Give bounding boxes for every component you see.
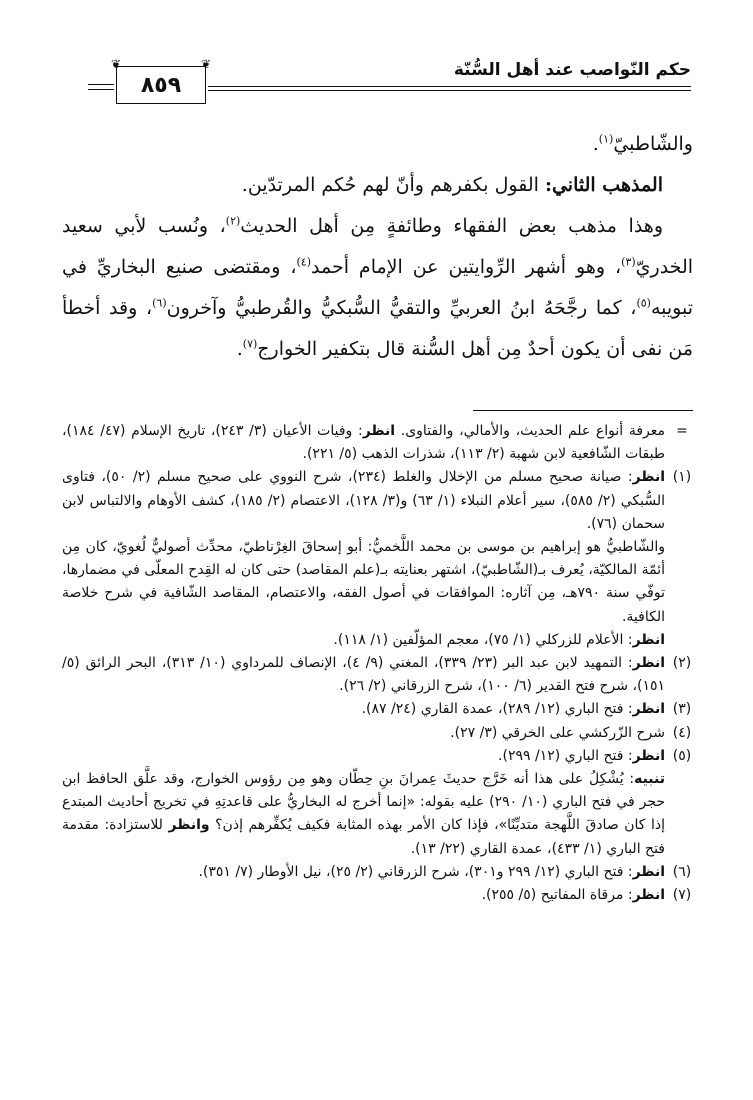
footnote-7: (٧) انظر: مرقاة المفاتيح (٥/ ٢٥٥). [481, 887, 692, 904]
footnote-ref: (٤) [296, 255, 311, 269]
footnote-ref: (٣) [621, 255, 636, 269]
footnote-continued: = معرفة أنواع علم الحديث، والأمالي، والفتاوى. انظر: وفيات الأعيان (٣/ ٢٤٣)، تاريخ الإسلام (٤٧/ ١٨٤)، طبقات الشّافعية لابن شهبة (٢/ ١١٣)، شذرات الذهب (٥/ ٢٢١). [62, 423, 688, 463]
header-rule [208, 90, 691, 91]
footnote-ref: (٢) [225, 214, 241, 228]
page-number: ٨٥٩ [140, 72, 182, 98]
header-rule [88, 84, 114, 85]
paragraph: المذهب الثاني: القول بكفرهم وأنّ لهم حُكم المرتدّين. [241, 174, 663, 196]
ornament-icon: ❦ [200, 57, 211, 71]
section-label: المذهب الثاني: [544, 174, 663, 196]
footnote-ref: (١) [598, 132, 614, 146]
footnote-4: (٤) شرح الزّركشي على الخرقي (٣/ ٢٧). [450, 724, 692, 741]
footnote-separator [473, 410, 693, 411]
footnote-ref: (٦) [152, 296, 167, 310]
footnote-3: (٣) انظر: فتح الباري (١٢/ ٢٨٩)، عمدة القاري (٢٤/ ٨٧). [361, 701, 692, 718]
header-rule [208, 86, 691, 87]
footnote-1-note: والشّاطبيُّ هو إبراهيم بن موسى بن محمد اللَّخميُّ: أبو إسحاقَ الغِرْناطيّ، محدِّث أصوليٌّ لُغويّ، كان مِن أئمّة المالكيّة، يُعرف بـ(الشّاطبيّ)، اشتهر بعنايته بـ(علم المقاصد) حتى كان له القِدح المعلّى في مضمارها، توفّي سنة ٧٩٠هـ، مِن آثاره: الموافقات في أصول الفقه، والاعتصام، المقاصد الشّافية في شرح خلاصة الكافية. [62, 539, 665, 625]
running-title: حكم النّواصب عند أهل السُّنّة [453, 60, 691, 80]
paragraph: والشّاطبيّ$^{(١)}$. [592, 132, 693, 155]
footnote-5-note: تنبيه: يُشْكِلُ على هذا أنه خَرَّج حديثَ عِمرانَ بنِ حِطّان وهو مِن رؤوس الخوارج، وقد علَّق الحافظ ابن حجر في فتح الباري (١٠/ ٢٩٠) عليه بقوله: «إنما أخرج له البخاريُّ على قاعدتِهِ في تخريج أحاديث المبتدع إذا كان صادقَ اللَّهجة متديِّنًا»، فإذا كان الأمر بهذه المثابة فكيف يُكفِّرهم إذن؟ وانظر للاستزادة: مقدمة فتح الباري (١/ ٤٣٣)، عمدة القاري (٢٢/ ١٣). [62, 771, 666, 857]
footnote-1: (١) انظر: صيانة صحيح مسلم من الإخلال والغلط (٢٣٤)، شرح النووي على صحيح مسلم (٢/ ٥٠)، فتاوى السُّبكي (٢/ ٥٨٥)، سير أعلام النبلاء (١/ ٦٣) و(٣/ ١٢٨)، الاعتصام (٢/ ١٨٥)، كشف الأوهام والالتباس لابن سحمان (٧٦). [62, 469, 692, 532]
ornament-icon: ❦ [111, 57, 122, 71]
page-number-box [111, 57, 211, 104]
footnote-ref: (٧) [242, 337, 258, 351]
page-header [88, 56, 691, 104]
footnote-1-refs: انظر: الأعلام للزركلي (١/ ٧٥)، معجم المؤلّفين (١/ ١١٨). [333, 631, 665, 648]
footnote-6: (٦) انظر: فتح الباري (١٢/ ٢٩٩ و٣٠١)، شرح الزرقاني (٢/ ٢٥)، نيل الأوطار (٧/ ٣٥١). [198, 863, 692, 880]
header-rule [88, 89, 114, 90]
main-text [62, 124, 693, 370]
footnote-5: (٥) انظر: فتح الباري (١٢/ ٢٩٩). [498, 747, 692, 764]
paragraph: وهذا مذهب بعض الفقهاء وطائفةٍ مِن أهل الحديث$^{(٢)}$، ونُسب لأبي سعيد الخدريّ$^{(٣)}$، وهو أشهر الرِّوايتين عن الإمام أحمد$^{(٤)}$، ومقتضى صنيع البخاريِّ في تبويبه$^{(٥)}$، كما رجَّحَهُ ابنُ العربيِّ والتقيُّ السُّبكيُّ والقُرطبيُّ وآخرون$^{(٦)}$، وقد أخطأ مَن نفى أن يكون أحدٌ مِن أهل السُّنة قال بتكفير الخوارج$^{(٧)}$. [62, 214, 694, 360]
footnotes [62, 420, 699, 907]
footnote-ref: (٥) [636, 296, 651, 310]
footnote-2: (٢) انظر: التمهيد لابن عبد البر (٢٣/ ٣٣٩)، المغني (٩/ ٤)، الإنصاف للمرداوي (١٠/ ٣١٣)، البحر الرائق (٥/ ١٥١)، شرح فتح القدير (٦/ ١٠٠)، شرح الزرقاني (٢/ ٢٦). [62, 655, 692, 695]
